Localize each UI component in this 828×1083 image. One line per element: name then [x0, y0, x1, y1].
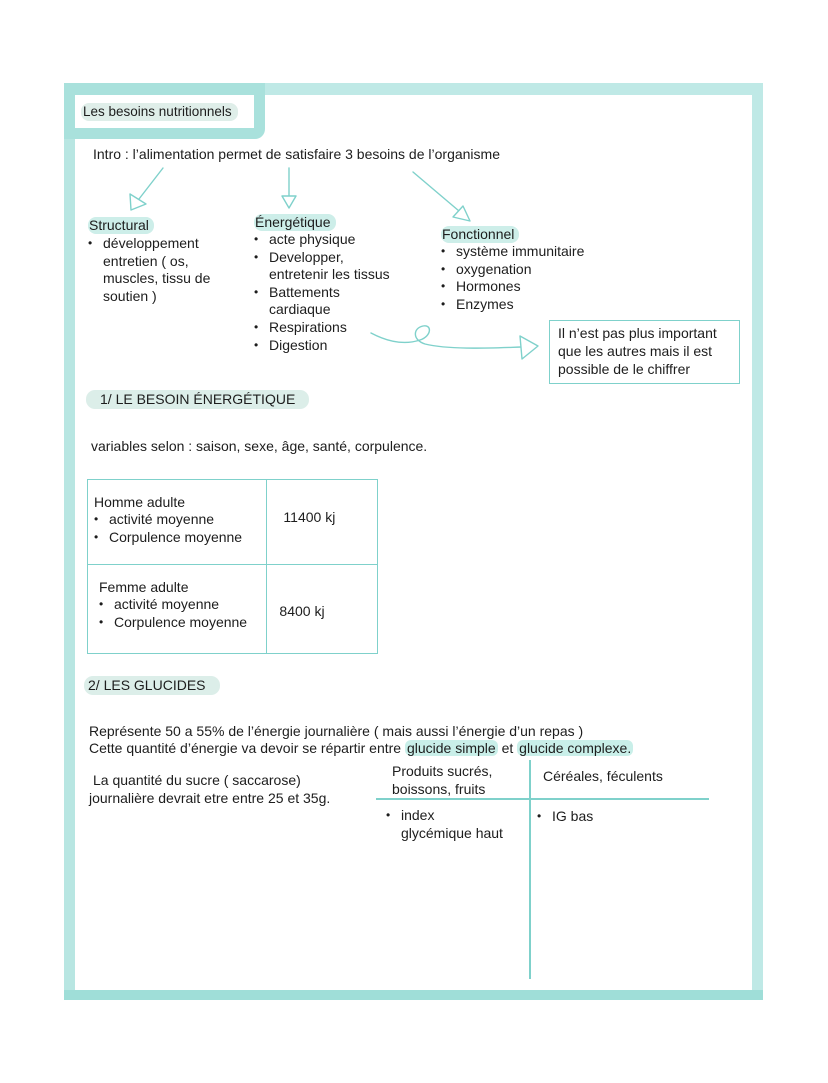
- row-title: Femme adulte: [99, 579, 189, 595]
- glucides-line-2: [89, 739, 633, 757]
- tchart-left-item-text: index: [401, 807, 435, 823]
- functional-item-text: système immunitaire: [456, 243, 585, 259]
- section1-heading: [86, 390, 309, 408]
- frame-right-border: [752, 83, 763, 1000]
- functional-item-text: Hormones: [456, 278, 521, 295]
- table-row: [88, 565, 378, 654]
- structural-item-text: entretien ( os,: [103, 252, 189, 269]
- energetic-item-text: Battements: [269, 283, 340, 300]
- tchart-left-heading-text: Produits sucrés,: [392, 763, 493, 779]
- structural-heading-text: Structural: [88, 217, 154, 234]
- frame-left-border: [64, 83, 75, 1000]
- energetic-item: [254, 319, 390, 337]
- energetic-item: [254, 337, 390, 355]
- sugar-line-2: journalière devrait etre entre 25 et 35g.: [89, 790, 331, 806]
- functional-item-text: Enzymes: [456, 295, 514, 312]
- row-bullet: [99, 596, 266, 614]
- functional-item-text: oxygenation: [456, 260, 532, 277]
- sugar-line-1: La quantité du sucre ( saccarose): [93, 772, 301, 788]
- energetic-heading-text: Énergétique: [254, 214, 336, 231]
- row-bullets: [94, 511, 266, 546]
- arrow-to-energetic-icon: [282, 168, 296, 208]
- row-bullet: [94, 511, 266, 529]
- tchart-left-heading-text: boissons, fruits: [392, 781, 486, 797]
- arrow-to-structural-icon: [130, 168, 163, 210]
- row-bullets: [99, 596, 266, 631]
- structural-item-text: muscles, tissu de: [103, 270, 211, 287]
- tchart-left-item-text: glycémique haut: [401, 824, 503, 841]
- row-bullet-text: activité moyenne: [114, 596, 220, 612]
- tchart-right-list: [537, 808, 593, 826]
- section1-heading-text: 1/ LE BESOIN ÉNERGÉTIQUE: [86, 390, 309, 409]
- variables-text: variables selon : saison, sexe, âge, santé, corpulence.: [91, 438, 428, 454]
- functional-item: [441, 243, 584, 261]
- energy-value: 8400 kj: [279, 603, 325, 619]
- functional-item: [441, 296, 584, 314]
- structural-list: [88, 235, 210, 305]
- energetic-list: [254, 231, 390, 354]
- energetic-item: [254, 231, 390, 249]
- structural-item-text: développement: [103, 235, 199, 251]
- frame-bottom-border: [64, 990, 763, 1000]
- row-title: Homme adulte: [94, 494, 186, 510]
- table-cell-label: [88, 480, 267, 565]
- tchart-left-item: [386, 807, 503, 842]
- section2-heading-text: 2/ LES GLUCIDES: [84, 676, 220, 695]
- row-bullet: [94, 529, 266, 547]
- functional-heading-text: Fonctionnel: [441, 226, 519, 243]
- table-row: [88, 480, 378, 565]
- energetic-item: [254, 249, 390, 284]
- table-cell-value: [267, 565, 378, 654]
- functional-item: [441, 278, 584, 296]
- energetic-item-text: entretenir les tissus: [269, 266, 390, 283]
- energetic-item: [254, 284, 390, 319]
- table-cell-value: [267, 480, 378, 565]
- callout-text: Il n’est pas plus important: [558, 325, 717, 341]
- energy-needs-table: [87, 479, 378, 654]
- energetic-item-text: cardiaque: [269, 301, 331, 318]
- functional-heading: [441, 225, 519, 243]
- energy-value: 11400 kj: [283, 509, 336, 525]
- row-bullet: [99, 614, 266, 632]
- energetic-item-text: Developper,: [269, 248, 344, 265]
- intro-text: Intro : l’alimentation permet de satisfaire 3 besoins de l’organisme: [93, 146, 500, 162]
- functional-item: [441, 261, 584, 279]
- table-cell-label: [88, 565, 267, 654]
- energetic-item-text: Digestion: [269, 336, 328, 353]
- tchart-vertical-line: [529, 760, 531, 979]
- tchart-right-item: [537, 808, 593, 826]
- glucides-line-1: Représente 50 a 55% de l’énergie journalière ( mais aussi l’énergie d’un repas ): [89, 723, 584, 739]
- glucides-line-2-text: Cette quantité d’énergie va devoir se répartir entre: [89, 740, 405, 756]
- glucides-line-2-text: et: [497, 740, 518, 756]
- row-bullet-text: Corpulence moyenne: [109, 528, 243, 545]
- highlight-simple-sugar: glucide simple: [406, 740, 496, 756]
- tchart-right-heading: Céréales, féculents: [543, 768, 663, 784]
- callout-text: que les autres mais il est: [558, 343, 713, 359]
- structural-heading: [88, 216, 154, 234]
- energetic-item-text: acte physique: [269, 231, 356, 247]
- tchart-horizontal-line: [376, 798, 709, 800]
- row-bullet-text: activité moyenne: [109, 511, 215, 527]
- row-bullet-text: Corpulence moyenne: [114, 613, 248, 630]
- highlight-complex-sugar: glucide complexe.: [519, 740, 632, 756]
- tchart-right-item-text: IG bas: [552, 808, 594, 824]
- page-title: Les besoins nutritionnels: [81, 103, 238, 121]
- structural-item: [88, 235, 210, 305]
- callout-box: [549, 320, 740, 384]
- section2-heading: [84, 676, 220, 694]
- arrow-to-functional-icon: [413, 172, 470, 221]
- energetic-item-text: Respirations: [269, 318, 347, 335]
- callout-text: possible de le chiffrer: [558, 361, 691, 377]
- functional-list: [441, 243, 584, 313]
- tchart-left-heading: [392, 762, 492, 798]
- curly-arrow-to-callout-icon: [371, 326, 538, 359]
- tchart-left-list: [386, 807, 503, 842]
- structural-item-text: soutien ): [103, 287, 157, 304]
- energetic-heading: [254, 213, 336, 231]
